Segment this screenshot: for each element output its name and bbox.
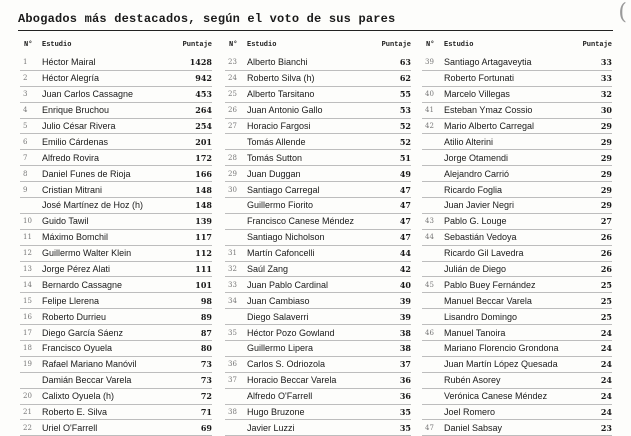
table-row (225, 405, 411, 421)
lawyer-name: Santiago Artagaveytia (444, 57, 532, 68)
lawyer-name: Jorge Otamendi (444, 152, 509, 163)
table-row (20, 230, 212, 246)
rank-number: 20 (23, 392, 32, 401)
score: 30 (600, 105, 612, 116)
rank-number: 9 (23, 185, 28, 194)
table-row (422, 341, 612, 357)
score: 24 (600, 343, 612, 354)
table-row (225, 71, 411, 87)
lawyer-name: Atilio Alterini (444, 136, 494, 147)
header-num: N° (426, 41, 435, 49)
table-row (225, 262, 411, 278)
lawyer-name: Tomás Sutton (247, 152, 303, 163)
table-row (225, 389, 411, 405)
score: 25 (600, 279, 612, 290)
score: 73 (200, 359, 212, 370)
score: 47 (399, 232, 411, 243)
score: 1428 (189, 57, 212, 68)
lawyer-name: Juan Martín López Quesada (444, 359, 558, 370)
rank-number: 31 (228, 249, 237, 258)
rank-number: 23 (228, 58, 237, 67)
ranking-column-2 (225, 38, 411, 436)
score: 33 (600, 73, 612, 84)
table-row (20, 262, 212, 278)
rank-number: 41 (425, 106, 434, 115)
lawyer-name: Máximo Bomchil (42, 232, 109, 243)
score: 37 (399, 359, 411, 370)
lawyer-name: Javier Luzzi (247, 422, 295, 433)
score: 40 (399, 279, 411, 290)
table-row (20, 373, 212, 389)
rank-number: 24 (228, 74, 237, 83)
rank-number: 26 (228, 106, 237, 115)
lawyer-name: Roberto Fortunati (444, 73, 515, 84)
table-row (225, 166, 411, 182)
rank-number: 45 (425, 280, 434, 289)
lawyer-name: Santiago Nicholson (247, 232, 325, 243)
lawyer-name: Enrique Bruchou (42, 105, 110, 116)
score: 25 (600, 311, 612, 322)
table-row (20, 182, 212, 198)
lawyer-name: Juan Carlos Cassagne (42, 89, 134, 100)
rank-number: 19 (23, 360, 32, 369)
rank-number: 2 (23, 74, 28, 83)
score: 264 (195, 105, 212, 116)
lawyer-name: Alfredo Rovira (42, 152, 100, 163)
rank-number: 7 (23, 153, 28, 162)
lawyer-name: Martín Cafoncelli (247, 248, 315, 259)
lawyer-name: Mariano Florencio Grondona (444, 343, 559, 354)
score: 166 (195, 168, 212, 179)
table-row (20, 277, 212, 293)
lawyer-name: Damián Beccar Varela (42, 375, 132, 386)
table-row (20, 420, 212, 436)
lawyer-name: Roberto E. Silva (42, 407, 108, 418)
table-row (20, 166, 212, 182)
score: 172 (195, 152, 212, 163)
lawyer-name: Hugo Bruzone (247, 407, 305, 418)
lawyer-name: Mario Alberto Carregal (444, 121, 535, 131)
score: 101 (195, 279, 212, 290)
score: 29 (600, 184, 612, 195)
table-row (225, 341, 411, 357)
score: 52 (399, 136, 411, 147)
table-row (20, 341, 212, 357)
lawyer-name: Francisco Oyuela (42, 343, 113, 354)
score: 139 (195, 216, 212, 227)
rank-number: 21 (23, 408, 32, 417)
score: 117 (195, 232, 212, 243)
rank-number: 36 (228, 360, 237, 369)
score: 254 (195, 121, 212, 131)
score: 453 (195, 89, 212, 100)
lawyer-name: Guillermo Walter Klein (42, 248, 132, 259)
score: 38 (399, 327, 411, 338)
table-row (422, 214, 612, 230)
lawyer-name: Bernardo Cassagne (42, 279, 123, 290)
rank-number: 6 (23, 137, 28, 146)
table-row (422, 103, 612, 119)
table-row (225, 150, 411, 166)
lawyer-name: Alberto Bianchi (247, 57, 308, 68)
lawyer-name: Roberto Durrieu (42, 311, 107, 322)
lawyer-name: Juan Duggan (247, 168, 301, 179)
rank-number: 37 (228, 376, 237, 385)
lawyer-name: Ricardo Foglia (444, 184, 503, 195)
score: 29 (600, 200, 612, 211)
lawyer-name: Jorge Pérez Alati (42, 264, 111, 275)
score: 24 (600, 359, 612, 370)
score: 55 (399, 89, 411, 100)
table-row (422, 166, 612, 182)
rank-number: 10 (23, 217, 32, 226)
ranking-rows (20, 55, 212, 436)
lawyer-name: Juan Cambiaso (247, 295, 310, 306)
score: 36 (399, 391, 411, 402)
table-row (422, 357, 612, 373)
lawyer-name: Roberto Silva (h) (247, 73, 315, 84)
lawyer-name: Alejandro Carrió (444, 168, 510, 179)
rank-number: 13 (23, 265, 32, 274)
score: 29 (600, 168, 612, 179)
score: 52 (399, 121, 411, 131)
title-divider (18, 30, 613, 31)
rank-number: 30 (228, 185, 237, 194)
lawyer-name: Julio César Rivera (42, 121, 116, 131)
header-puntaje: Puntaje (582, 41, 612, 49)
table-row (422, 420, 612, 436)
score: 69 (200, 422, 212, 433)
table-row (422, 293, 612, 309)
table-row (225, 134, 411, 150)
score: 39 (399, 295, 411, 306)
rank-number: 3 (23, 90, 28, 99)
table-row (20, 214, 212, 230)
lawyer-name: Alberto Tarsitano (247, 89, 315, 100)
score: 36 (399, 375, 411, 386)
table-row (422, 325, 612, 341)
lawyer-name: Guillermo Fiorito (247, 200, 314, 211)
score: 201 (195, 136, 212, 147)
lawyer-name: Saúl Zang (247, 264, 289, 275)
table-row (225, 309, 411, 325)
lawyer-name: Juan Antonio Gallo (247, 105, 323, 116)
score: 148 (195, 184, 212, 195)
lawyer-name: Julián de Diego (444, 264, 507, 275)
lawyer-name: Sebastián Vedoya (444, 232, 517, 243)
table-row (225, 325, 411, 341)
rank-number: 40 (425, 90, 434, 99)
score: 29 (600, 121, 612, 131)
rank-number: 11 (23, 233, 32, 242)
lawyer-name: Santiago Carregal (247, 184, 320, 195)
table-row (20, 87, 212, 103)
score: 87 (200, 327, 212, 338)
score: 42 (399, 264, 411, 275)
table-row (225, 198, 411, 214)
lawyer-name: Héctor Mairal (42, 57, 96, 68)
score: 111 (195, 264, 212, 275)
rank-number: 18 (23, 344, 32, 353)
lawyer-name: Manuel Tanoira (444, 327, 506, 338)
lawyer-name: Juan Javier Negri (444, 200, 515, 211)
table-row (422, 134, 612, 150)
lawyer-name: Guido Tawil (42, 216, 89, 227)
score: 89 (200, 311, 212, 322)
table-row (20, 134, 212, 150)
rank-number: 38 (228, 408, 237, 417)
score: 44 (399, 248, 411, 259)
lawyer-name: Verónica Canese Méndez (444, 391, 548, 402)
score: 80 (200, 343, 212, 354)
table-row (20, 357, 212, 373)
table-row (422, 119, 612, 135)
table-row (20, 309, 212, 325)
table-row (20, 150, 212, 166)
score: 62 (399, 73, 411, 84)
score: 25 (600, 295, 612, 306)
score: 26 (600, 264, 612, 275)
lawyer-name: Guillermo Lipera (247, 343, 314, 354)
lawyer-name: Emilio Cárdenas (42, 136, 109, 147)
table-row (422, 309, 612, 325)
table-row (422, 150, 612, 166)
table-row (422, 71, 612, 87)
score: 49 (399, 168, 411, 179)
table-row (20, 389, 212, 405)
score: 24 (600, 407, 612, 418)
score: 24 (600, 375, 612, 386)
table-row (422, 277, 612, 293)
score: 47 (399, 216, 411, 227)
table-row (422, 230, 612, 246)
lawyer-name: Ricardo Gil Lavedra (444, 248, 524, 259)
score: 148 (195, 200, 212, 211)
score: 112 (195, 248, 212, 259)
table-row (225, 103, 411, 119)
rank-number: 32 (228, 265, 237, 274)
lawyer-name: Horacio Fargosi (247, 121, 311, 131)
table-row (225, 277, 411, 293)
rank-number: 42 (425, 122, 434, 130)
header-num: N° (24, 41, 33, 49)
score: 38 (399, 343, 411, 354)
lawyer-name: Juan Pablo Cardinal (247, 279, 329, 290)
table-row (225, 119, 411, 135)
rank-number: 46 (425, 328, 434, 337)
score: 98 (200, 295, 212, 306)
score: 942 (195, 73, 212, 84)
table-row (422, 198, 612, 214)
table-row (422, 389, 612, 405)
score: 24 (600, 327, 612, 338)
score: 26 (600, 248, 612, 259)
lawyer-name: Héctor Pozo Gowland (247, 327, 335, 338)
rank-number: 4 (23, 106, 28, 115)
ranking-column-1 (20, 38, 212, 436)
rank-number: 12 (23, 249, 32, 258)
table-row (20, 55, 212, 71)
lawyer-name: Diego García Sáenz (42, 327, 124, 338)
table-row (225, 246, 411, 262)
rank-number: 15 (23, 296, 32, 305)
lawyer-name: Alfredo O'Farrell (247, 391, 313, 402)
rank-number: 47 (425, 423, 434, 432)
score: 35 (399, 422, 411, 433)
column-header (20, 38, 212, 52)
rank-number: 25 (228, 90, 237, 99)
rank-number: 39 (425, 58, 434, 67)
rank-number: 43 (425, 217, 434, 226)
header-puntaje: Puntaje (381, 41, 411, 49)
ranking-rows (422, 55, 612, 436)
lawyer-name: Esteban Ymaz Cossio (444, 105, 533, 116)
rank-number: 22 (23, 423, 32, 432)
score: 72 (200, 391, 212, 402)
table-row (225, 357, 411, 373)
lawyer-name: Lisandro Domingo (444, 311, 518, 322)
score: 27 (600, 216, 612, 227)
header-estudio: Estudio (444, 41, 474, 49)
table-row (422, 373, 612, 389)
table-row (20, 103, 212, 119)
rank-number: 17 (23, 328, 32, 337)
score: 33 (600, 57, 612, 68)
lawyer-name: Felipe Llerena (42, 295, 100, 306)
lawyer-name: Daniel Funes de Rioja (42, 168, 131, 179)
lawyer-name: Pablo G. Louge (444, 216, 507, 227)
table-row (422, 87, 612, 103)
score: 63 (399, 57, 411, 68)
table-row (20, 405, 212, 421)
table-row (422, 246, 612, 262)
score: 24 (600, 391, 612, 402)
table-row (225, 182, 411, 198)
lawyer-name: Manuel Beccar Varela (444, 295, 532, 306)
lawyer-name: Rubén Asorey (444, 375, 501, 386)
table-row (20, 198, 212, 214)
table-row (225, 293, 411, 309)
rank-number: 29 (228, 169, 237, 178)
table-row (422, 182, 612, 198)
table-row (20, 325, 212, 341)
column-header (422, 38, 612, 52)
rank-number: 33 (228, 280, 237, 289)
table-row (225, 230, 411, 246)
rank-number: 34 (228, 296, 237, 305)
ranking-column-3 (422, 38, 612, 436)
score: 26 (600, 232, 612, 243)
header-puntaje: Puntaje (182, 41, 212, 49)
lawyer-name: Daniel Sabsay (444, 422, 503, 433)
score: 47 (399, 200, 411, 211)
rank-number: 35 (228, 328, 237, 337)
rank-number: 8 (23, 169, 28, 178)
lawyer-name: Horacio Beccar Varela (247, 375, 337, 386)
header-num: N° (229, 41, 238, 49)
table-row (225, 420, 411, 436)
table-row (422, 262, 612, 278)
lawyer-name: Uriel O'Farrell (42, 422, 98, 433)
lawyer-name: José Martínez de Hoz (h) (42, 200, 144, 211)
lawyer-name: Cristian Mitrani (42, 184, 103, 195)
score: 53 (399, 105, 411, 116)
score: 47 (399, 184, 411, 195)
lawyer-name: Calixto Oyuela (h) (42, 391, 115, 402)
rank-number: 14 (23, 280, 32, 289)
column-header (225, 38, 411, 52)
score: 32 (600, 89, 612, 100)
score: 71 (200, 407, 212, 418)
lawyer-name: Joel Romero (444, 407, 496, 418)
rank-number: 27 (228, 122, 237, 130)
score: 29 (600, 152, 612, 163)
score: 29 (600, 136, 612, 147)
table-row (20, 246, 212, 262)
rank-number: 44 (425, 233, 434, 242)
header-estudio: Estudio (42, 41, 72, 49)
lawyer-name: Diego Salaverri (247, 311, 309, 322)
rank-number: 1 (23, 58, 28, 67)
table-row (225, 214, 411, 230)
score: 73 (200, 375, 212, 386)
header-estudio: Estudio (247, 41, 277, 49)
rank-number: 16 (23, 312, 32, 321)
page-title: Abogados más destacados, según el voto de sus pares (18, 12, 396, 26)
table-row (225, 55, 411, 71)
lawyer-name: Francisco Canese Méndez (247, 216, 355, 227)
score: 39 (399, 311, 411, 322)
score: 35 (399, 407, 411, 418)
table-row (422, 55, 612, 71)
table-row (225, 87, 411, 103)
lawyer-name: Carlos S. Odriozola (247, 359, 326, 370)
table-row (20, 119, 212, 135)
table-row (225, 373, 411, 389)
lawyer-name: Pablo Buey Fernández (444, 279, 536, 290)
table-row (20, 71, 212, 87)
lawyer-name: Rafael Mariano Manóvil (42, 359, 137, 370)
rank-number: 5 (23, 122, 28, 130)
lawyer-name: Tomás Allende (247, 136, 306, 147)
lawyer-name: Héctor Alegría (42, 73, 100, 84)
corner-pen-mark: ( (618, 0, 627, 25)
score: 51 (399, 152, 411, 163)
ranking-rows (225, 55, 411, 436)
score: 23 (600, 422, 612, 433)
table-row (20, 293, 212, 309)
rank-number: 28 (228, 153, 237, 162)
table-row (422, 405, 612, 421)
lawyer-name: Marcelo Villegas (444, 89, 510, 100)
